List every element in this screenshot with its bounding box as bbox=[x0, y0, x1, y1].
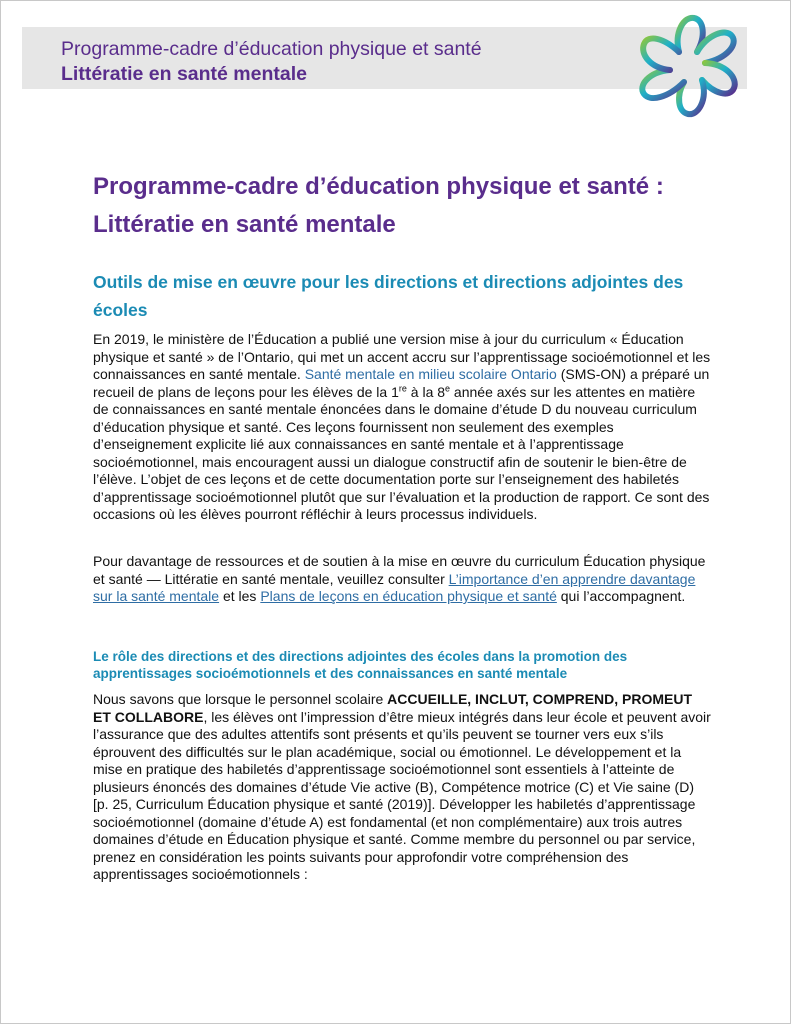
grade-sup-1: re bbox=[398, 382, 407, 393]
grade-sup-2: e bbox=[445, 382, 451, 393]
header-subtitle: Littératie en santé mentale bbox=[61, 63, 307, 85]
intro-text-3: à la 8 bbox=[406, 383, 446, 400]
intro-text-2: (SMS‑ON) a préparé un recueil de plans de leçons pour les élèves de la 1 bbox=[93, 366, 710, 400]
role-text-1: Nous savons que lorsque le personnel scolaire bbox=[93, 691, 388, 707]
resources-text-3: qui l’accompagnent. bbox=[556, 588, 686, 604]
section-title: Outils de mise en œuvre pour les directions et directions adjointes des écoles bbox=[93, 272, 684, 320]
intro-paragraph bbox=[93, 331, 713, 524]
sms-on-link[interactable]: Santé mentale en milieu scolaire Ontario bbox=[304, 366, 557, 382]
role-bold-text: ACCUEILLE, INCLUT, COMPREND, PROMEUT ET COLLABORE bbox=[93, 691, 693, 725]
role-subheading: Le rôle des directions et des directions adjointes des écoles dans la promotion des apprentissages socioémotionnels et des connaissances en santé mentale bbox=[93, 649, 628, 681]
role-paragraph bbox=[93, 691, 713, 884]
header-title: Programme‑cadre d’éducation physique et santé bbox=[61, 38, 482, 60]
document-title: Programme‑cadre d’éducation physique et santé : Littératie en santé mentale bbox=[93, 173, 664, 238]
resources-paragraph bbox=[93, 553, 713, 606]
role-text-2: , les élèves ont l’impression d’être mieux intégrés dans leur école et peuvent avoir l’assurance que des adultes attentifs sont présents et qu’ils peuvent se tourner vers eux s’ils éprouvent des difficultés sur le plan académique, social ou émotionnel. Le développement et la mise en pratique des habiletés d’apprentissage socioémotionnel sont essentiels à l’atteinte de plusieurs énoncés des domaines d’étude Vie active (B), Compétence motrice (C) et Vie saine (D) [p. 25, Curriculum Éducation physique et santé (2019)]. Développer les habiletés d’apprentissage socioémotionnel (domaine d’étude A) est fondamental (et non complémentaire) aux trois autres domaines d’étude en Éducation physique et santé. Comme membre du personnel ou par service, prenez en considération les points suivants pour approfondir votre compréhension des apprentissages socioémotionnels : bbox=[93, 708, 711, 882]
intro-text-4: année axés sur les attentes en matière de connaissances en santé mentale énoncées dans le domaine d’étude D du nouveau curriculum d’éducation physique et santé. Ces leçons fournissent non seulement des exemples d’enseignement explicite lié aux connaissances en santé mentale et à l’apprentissage socioémotionnel, mais encouragent aussi un dialogue constructif afin de soutenir le bien‑être de l’élève. L’objet de ces leçons et de cette documentation porte sur l’enseignement des habiletés d’apprentissage socioémotionnel plutôt que sur l’évaluation et la production de rapport. Ce sont des occasions où les élèves pourront réfléchir à leurs processus individuels. bbox=[93, 383, 710, 522]
flower-logo-icon bbox=[630, 10, 745, 122]
importance-link[interactable]: L’importance d’en apprendre davantage sur la santé mentale bbox=[93, 570, 696, 604]
resources-text-2: et les bbox=[219, 588, 261, 604]
intro-text-1: En 2019, le ministère de l’Éducation a publié une version mise à jour du curriculum « Éducation physique et santé » de l’Ontario, qui met un accent accru sur l’apprentissage socioémotionnel et les connaissances en santé mentale. bbox=[93, 331, 711, 382]
resources-text-1: Pour davantage de ressources et de soutien à la mise en œuvre du curriculum Éducation physique et santé — Littératie en santé mentale, veuillez consulter bbox=[93, 553, 706, 587]
lesson-plans-link[interactable]: Plans de leçons en éducation physique et santé bbox=[260, 588, 557, 604]
